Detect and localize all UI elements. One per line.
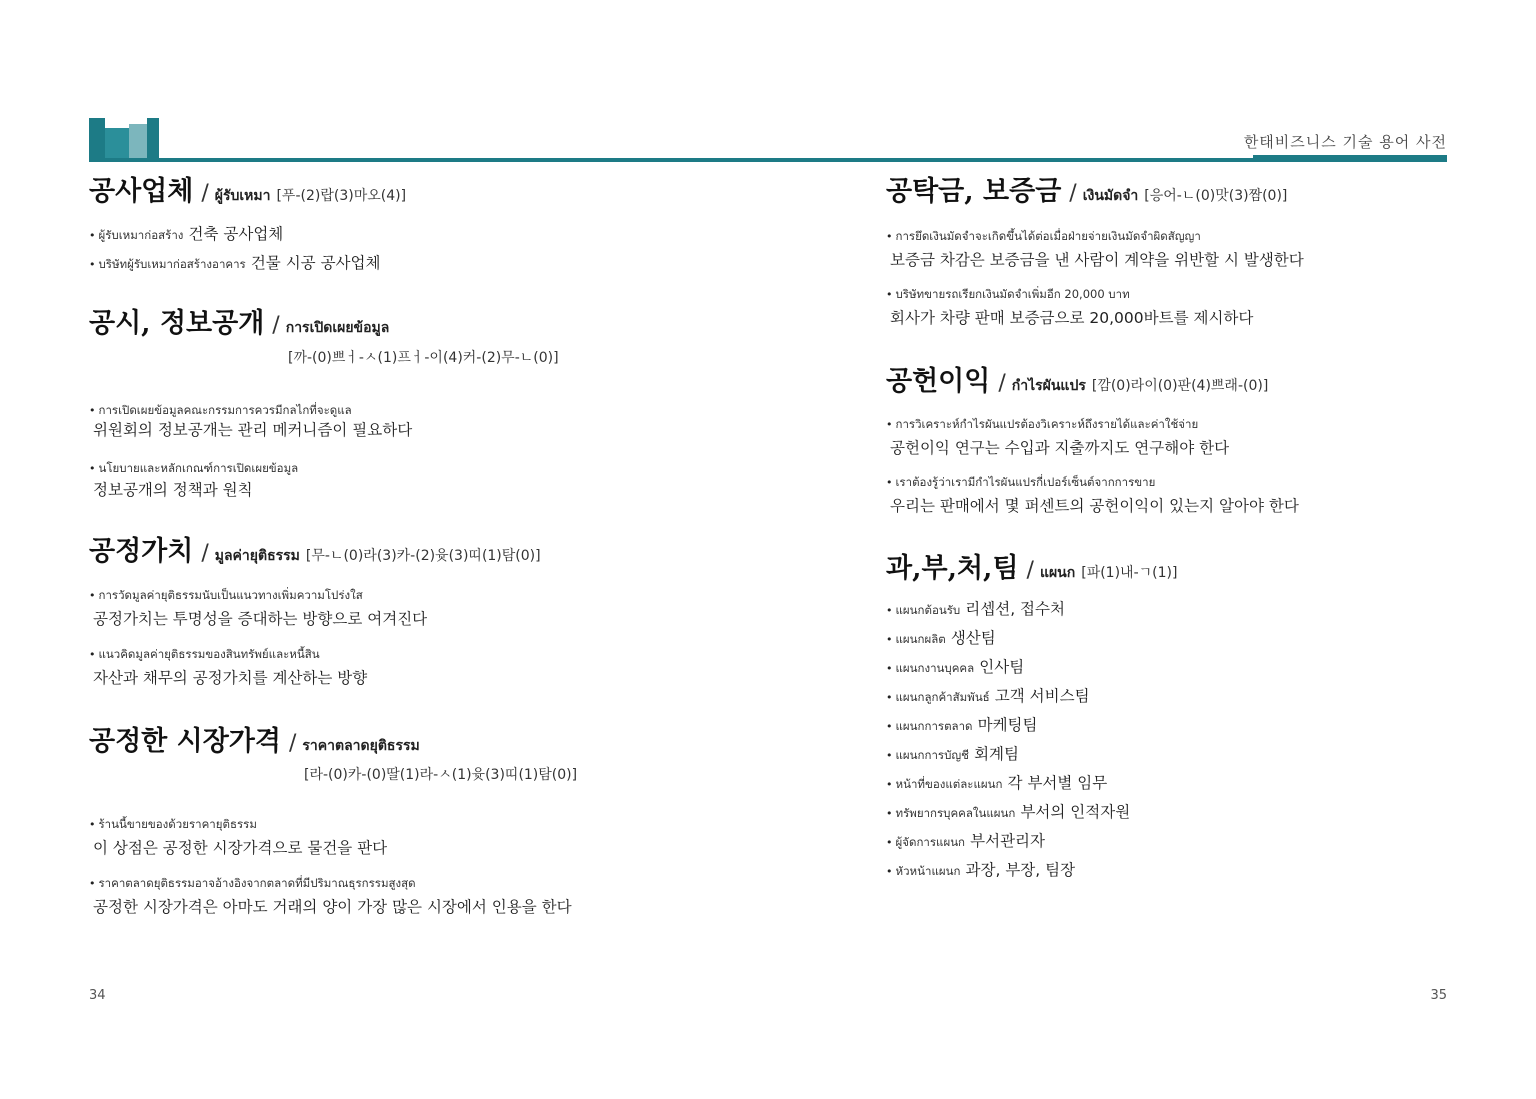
example-korean: 건축 공사업체	[188, 225, 284, 243]
entry-pronunciation: [깜(0)라이(0)판(4)쁘래-(0)]	[1091, 378, 1269, 394]
example-thai: บริษัทขายรถเรียกเงินมัดจำเพิ่มอีก 20,000 บาท	[895, 287, 1130, 301]
page-number-left: 34	[89, 988, 106, 1003]
example-line: • การเปิดเผยข้อมูลคณะกรรมการควรมีกลไกที่จะดูแล	[89, 403, 352, 417]
example-korean: 과장, 부장, 팀장	[965, 861, 1076, 879]
entry-term: 공시, 정보공개	[89, 308, 265, 339]
example-thai: ร้านนี้ขายของด้วยราคายุติธรรม	[98, 817, 257, 831]
header-rule	[89, 158, 1447, 162]
example-thai: หน้าที่ของแต่ละแผนก	[895, 777, 1003, 791]
entry-thai: เงินมัดจำ	[1082, 188, 1139, 204]
glossary-entry	[886, 172, 1446, 327]
example-thai: ผู้รับเหมาก่อสร้าง	[98, 228, 184, 242]
entry-thai: มูลค่ายุติธรรม	[214, 548, 300, 564]
brand-logo-block	[89, 118, 159, 162]
example-korean: 부서관리자	[970, 832, 1045, 850]
example-thai: แผนกงานบุคคล	[895, 661, 975, 675]
example-thai: การวัดมูลค่ายุติธรรมนับเป็นแนวทางเพิ่มความโปร่งใส	[98, 588, 363, 602]
entry-pronunciation: [까-(0)쁘ㅓ-ㅅ(1)프ㅓ-이(4)커-(2)무-ㄴ(0)]	[288, 350, 559, 366]
example-line: • การยึดเงินมัดจำจะเกิดขึ้นได้ต่อเมื่อฝ่ายจ่ายเงินมัดจำผิดสัญญา	[886, 229, 1201, 243]
example-line: • บริษัทผู้รับเหมาก่อสร้างอาคาร 건물 시공 공사업체	[89, 254, 381, 272]
example-line: • แผนกการตลาด 마케팅팀	[886, 716, 1038, 734]
entry-heading: 공정한 시장가격 / ราคาตลาดยุติธรรม	[89, 726, 420, 757]
example-korean: 회계팀	[974, 745, 1019, 763]
glossary-entry	[89, 304, 689, 499]
glossary-entry	[89, 722, 689, 916]
example-line: • แผนกงานบุคคล 인사팀	[886, 658, 1025, 676]
example-thai: นโยบายและหลักเกณฑ์การเปิดเผยข้อมูล	[98, 461, 299, 475]
entry-heading: 공헌이익 / กำไรผันแปร [깜(0)라이(0)판(4)쁘래-(0)]	[886, 366, 1269, 397]
example-korean: 리셉션, 접수처	[965, 600, 1065, 618]
example-line: • ผู้จัดการแผนก 부서관리자	[886, 832, 1045, 850]
entry-term: 공탁금, 보증금	[886, 176, 1062, 207]
example-line: • ร้านนี้ขายของด้วยราคายุติธรรม	[89, 817, 257, 831]
entry-heading: 과,부,처,팀 / แผนก [파(1)내-ㄱ(1)]	[886, 553, 1178, 584]
example-line: • ทรัพยากรบุคคลในแผนก 부서의 인적자원	[886, 803, 1131, 821]
entry-term: 공사업체	[89, 176, 194, 207]
example-thai: การเปิดเผยข้อมูลคณะกรรมการควรมีกลไกที่จะดูแล	[98, 403, 352, 417]
example-korean: 공정한 시장가격은 아마도 거래의 양이 가장 많은 시장에서 인용을 한다	[93, 898, 572, 916]
example-korean: 공정가치는 투명성을 증대하는 방향으로 여겨진다	[93, 610, 428, 628]
example-korean: 위원회의 정보공개는 관리 메커니즘이 필요하다	[93, 421, 413, 439]
example-thai: แผนกผลิต	[895, 632, 946, 646]
example-line: • หน้าที่ของแต่ละแผนก 각 부서별 임무	[886, 774, 1108, 792]
example-thai: แผนกการบัญชี	[895, 748, 969, 762]
example-korean: 이 상점은 공정한 시장가격으로 물건을 판다	[93, 839, 388, 857]
entry-pronunciation: [푸-(2)랍(3)마오(4)]	[276, 188, 407, 204]
example-line: • การวิเคราะห์กำไรผันแปรต้องวิเคราะห์ถึงรายได้และค่าใช้จ่าย	[886, 417, 1199, 431]
example-thai: ราคาตลาดยุติธรรมอาจอ้างอิงจากตลาดที่มีปริมาณธุรกรรมสูงสุด	[98, 876, 416, 890]
glossary-entry	[886, 362, 1446, 515]
entry-term: 공헌이익	[886, 366, 991, 397]
example-line: • หัวหน้าแผนก 과장, 부장, 팀장	[886, 861, 1076, 879]
example-korean: 건물 시공 공사업체	[250, 254, 381, 272]
entry-heading: 공시, 정보공개 / การเปิดเผยข้อมูล	[89, 308, 390, 339]
example-korean: 정보공개의 정책과 원칙	[93, 481, 253, 499]
example-line: • การวัดมูลค่ายุติธรรมนับเป็นแนวทางเพิ่มความโปร่งใส	[89, 588, 363, 602]
example-korean: 고객 서비스팀	[994, 687, 1090, 705]
entry-pronunciation: [무-ㄴ(0)라(3)카-(2)윳(3)띠(1)탐(0)]	[305, 548, 541, 564]
example-line: • ราคาตลาดยุติธรรมอาจอ้างอิงจากตลาดที่มีปริมาณธุรกรรมสูงสุด	[89, 876, 416, 890]
example-thai: การวิเคราะห์กำไรผันแปรต้องวิเคราะห์ถึงรายได้และค่าใช้จ่าย	[895, 417, 1199, 431]
example-line: • แผนกลูกค้าสัมพันธ์ 고객 서비스팀	[886, 687, 1090, 705]
book-title: 한태비즈니스 기술 용어 사전	[1243, 133, 1447, 151]
example-korean: 각 부서별 임무	[1007, 774, 1108, 792]
glossary-entry	[89, 172, 689, 272]
example-korean: 보증금 차감은 보증금을 낸 사람이 계약을 위반할 시 발생한다	[890, 251, 1304, 269]
example-korean: 회사가 차량 판매 보증금으로 20,000바트를 제시하다	[890, 309, 1254, 327]
example-line: • แผนกต้อนรับ 리셉션, 접수처	[886, 600, 1065, 618]
example-korean: 우리는 판매에서 몇 퍼센트의 공헌이익이 있는지 알아야 한다	[890, 497, 1299, 515]
header-rule-accent	[1253, 155, 1447, 162]
example-korean: 자산과 채무의 공정가치를 계산하는 방향	[93, 669, 368, 687]
example-line: • ผู้รับเหมาก่อสร้าง 건축 공사업체	[89, 225, 284, 243]
entry-thai: ราคาตลาดยุติธรรม	[302, 738, 420, 754]
example-thai: หัวหน้าแผนก	[895, 864, 961, 878]
example-line: • นโยบายและหลักเกณฑ์การเปิดเผยข้อมูล	[89, 461, 299, 475]
example-line: • เราต้องรู้ว่าเรามีกำไรผันแปรกี่เปอร์เซ็นต์จากการขาย	[886, 475, 1156, 489]
example-korean: 공헌이익 연구는 수입과 지출까지도 연구해야 한다	[890, 439, 1230, 457]
example-line: • แผนกผลิต 생산팀	[886, 629, 996, 647]
example-line: • แนวคิดมูลค่ายุติธรรมของสินทรัพย์และหนี้สิน	[89, 647, 320, 661]
example-thai: แผนกลูกค้าสัมพันธ์	[895, 690, 990, 704]
entry-pronunciation: [파(1)내-ㄱ(1)]	[1081, 565, 1178, 581]
entry-heading: 공탁금, 보증금 / เงินมัดจำ [응어-ㄴ(0)맛(3)짬(0)]	[886, 176, 1288, 207]
example-korean: 부서의 인적자원	[1020, 803, 1131, 821]
entry-pronunciation: [라-(0)카-(0)딸(1)라-ㅅ(1)윳(3)띠(1)탐(0)]	[304, 767, 578, 783]
example-line: • แผนกการบัญชี 회계팀	[886, 745, 1019, 763]
example-thai: เราต้องรู้ว่าเรามีกำไรผันแปรกี่เปอร์เซ็นต์จากการขาย	[895, 475, 1156, 489]
example-korean: 인사팀	[979, 658, 1025, 676]
entry-term: 공정한 시장가격	[89, 726, 281, 757]
entry-thai: กำไรผันแปร	[1011, 378, 1086, 394]
example-korean: 마케팅팀	[977, 716, 1038, 734]
entry-thai: ผู้รับเหมา	[214, 188, 271, 204]
entry-pronunciation: [응어-ㄴ(0)맛(3)짬(0)]	[1144, 188, 1288, 204]
example-thai: ทรัพยากรบุคคลในแผนก	[895, 806, 1016, 820]
example-thai: แผนกการตลาด	[895, 719, 973, 733]
example-korean: 생산팀	[950, 629, 996, 647]
entry-term: 과,부,처,팀	[886, 553, 1019, 584]
entry-heading: 공정가치 / มูลค่ายุติธรรม [무-ㄴ(0)라(3)카-(2)윳(3)띠(1)탐(0)]	[89, 536, 541, 567]
glossary-entry	[886, 549, 1446, 879]
example-thai: การยึดเงินมัดจำจะเกิดขึ้นได้ต่อเมื่อฝ่ายจ่ายเงินมัดจำผิดสัญญา	[895, 229, 1201, 243]
glossary-entry	[89, 532, 689, 687]
example-thai: บริษัทผู้รับเหมาก่อสร้างอาคาร	[98, 257, 246, 271]
example-thai: ผู้จัดการแผนก	[895, 835, 966, 849]
page-number-right: 35	[1430, 988, 1447, 1003]
entry-thai: แผนก	[1039, 565, 1076, 581]
example-thai: แผนกต้อนรับ	[895, 603, 961, 617]
example-line: • บริษัทขายรถเรียกเงินมัดจำเพิ่มอีก 20,000 บาท	[886, 287, 1130, 301]
entry-heading: 공사업체 / ผู้รับเหมา [푸-(2)랍(3)마오(4)]	[89, 176, 407, 207]
entry-term: 공정가치	[89, 536, 194, 567]
example-thai: แนวคิดมูลค่ายุติธรรมของสินทรัพย์และหนี้สิน	[98, 647, 320, 661]
entry-thai: การเปิดเผยข้อมูล	[285, 320, 390, 336]
